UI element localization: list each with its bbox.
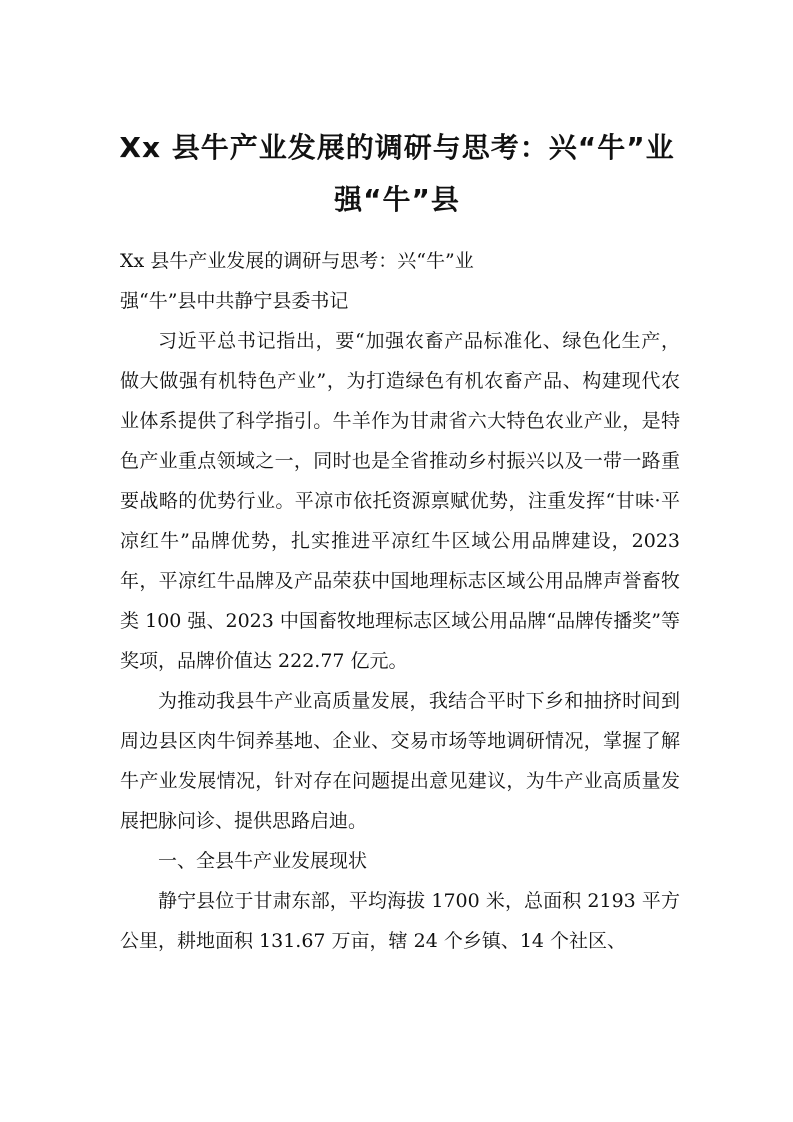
body-paragraph: 静宁县位于甘肃东部，平均海拔 1700 米，总面积 2193 平方公里，耕地面积 131.67 万亩，辖 24 个乡镇、14 个社区、: [120, 890, 680, 952]
subtitle-line-2: 强“牛”县中共静宁县委书记: [120, 290, 349, 312]
body-paragraph: 习近平总书记指出，要“加强农畜产品标准化、绿色化生产，做大做强有机特色产业”，为打造绿色有机农畜产品、构建现代农业体系提供了科学指引。牛羊作为甘肃省六大特色农业产业，是特色产业重点领域之一，同时也是全省推动乡村振兴以及一带一路重要战略的优势行业。平凉市依托资源禀赋优势，注重发挥“甘味·平凉红牛”品牌优势，扎实推进平凉红牛区域公用品牌建设，2023 年，平凉红牛品牌及产品荣获中国地理标志区域公用品牌声誉畜牧类 100 强、2023 中国畜牧地理标志区域公用品牌“品牌传播奖”等奖项，品牌价值达 222.77 亿元。: [120, 330, 680, 672]
document-body: [120, 241, 680, 961]
section-heading: 一、全县牛产业发展现状: [158, 850, 368, 872]
document-title: Xx 县牛产业发展的调研与思考：兴“牛”业强“牛”县: [119, 131, 675, 216]
subtitle-line-1: Xx 县牛产业发展的调研与思考：兴“牛”业: [120, 250, 474, 272]
body-paragraph: 为推动我县牛产业高质量发展，我结合平时下乡和抽挤时间到周边县区肉牛饲养基地、企业、交易市场等地调研情况，掌握了解牛产业发展情况，针对存在问题提出意见建议，为牛产业高质量发展把脉问诊、提供思路启迪。: [120, 690, 680, 832]
